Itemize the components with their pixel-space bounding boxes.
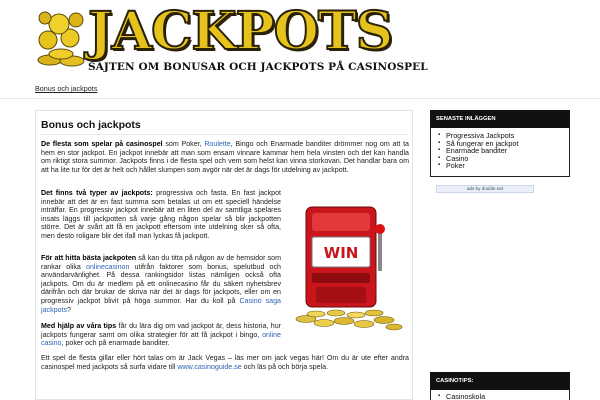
intro-bold: De flesta som spelar på casinospel xyxy=(41,140,163,148)
types-text: progressiva och fasta. En fast jackpot innebär att det är en fast summa som betalas ut om ett speciell händelse inträffar. En progressiv jackpot innebär att en liten del av samtliga spelares insats läggs till jackpotten så varje gång någon spelar så blir jackpotten större. Det är svårt att få en jackpott eftersom inte utdelning sker så ofta, men desto roligare blir det ifall man lyckas få jackpott. xyxy=(41,189,281,240)
online-casino-link[interactable]: online casino xyxy=(41,330,281,348)
site-header xyxy=(0,0,600,76)
site-tagline: SAJTEN OM BONUSAR OCH JACKPOTS PÅ CASINOSPEL xyxy=(88,61,428,73)
intro-text-1: som Poker, xyxy=(162,140,205,148)
jackvegas-paragraph xyxy=(41,354,409,371)
roulette-link[interactable]: Roulette xyxy=(204,140,231,148)
intro-text-2: , Bingo och Enarmade banditer drömmer nog om att ta hem en stor jackpot. En jackpot innebär att man som ensam vinnare kammar hem hela vinsten och det kan handla om riktigt stora summor. Jackpots finns i de flesta spel och vem som helst kan vinna storkovan. Det handlar bara om att ha lite tur för det är helt och hållet slumpen som avgör när det är dags för utdelning av jackpott. xyxy=(41,140,409,174)
recent-post-link[interactable]: ▪ Enarmade banditer xyxy=(437,147,563,155)
intro-paragraph xyxy=(41,140,409,174)
casino-tips-list xyxy=(437,393,563,400)
recent-posts-title: SENASTE INLÄGGEN xyxy=(430,110,570,128)
find-paragraph xyxy=(41,254,281,314)
breadcrumb-link[interactable]: Bonus och jackpots xyxy=(35,84,98,93)
casino-saga-link[interactable]: Casino saga jackpots xyxy=(41,296,282,314)
recent-post-link[interactable]: ▪ Progressiva Jackpots xyxy=(437,132,563,140)
jackvegas-text-1: Ett spel de flesta gillar eller hört talas om är Jack Vegas – läs mer om jack vegas här! Om du är ute efter andra casinospel med jackpots så surfa vidare till xyxy=(41,354,409,371)
gold-coins-icon xyxy=(36,8,88,68)
tips-text-2: , poker och på enarmade banditer. xyxy=(61,339,170,348)
casino-tips-widget xyxy=(430,372,570,400)
slot-win-text: WIN xyxy=(323,244,359,262)
slot-machine-image xyxy=(286,201,410,333)
header-divider xyxy=(0,98,600,99)
casino-tips-title: CASINOTIPS: xyxy=(430,372,570,390)
site-logo-title[interactable]: JACKPOTS xyxy=(88,1,393,62)
types-paragraph xyxy=(41,189,281,241)
find-bold: För att hitta bästa jackpoten xyxy=(41,254,137,262)
casino-tips-box xyxy=(430,390,570,400)
title-divider xyxy=(41,134,407,135)
sidebar xyxy=(430,110,570,193)
casinoguide-link[interactable]: www.casinoguide.se xyxy=(177,362,242,371)
recent-posts-list xyxy=(437,132,563,170)
tips-text-1: får du lära dig om vad jackpot är, dess historia, hur jackpots fungerar samt om olika strategier för att få jackpot i bingo, xyxy=(41,322,281,339)
onlinecasinon-link[interactable]: onlinecasinon xyxy=(86,262,130,271)
find-text-1: så kan du titta på någon av de hemsidor som rankar olika xyxy=(41,254,281,271)
recent-post-link[interactable]: ▪ Casino xyxy=(437,155,563,163)
main-content xyxy=(35,110,413,400)
recent-post-link[interactable]: ▪ Poker xyxy=(437,162,563,170)
recent-posts-widget xyxy=(430,128,570,177)
types-bold: Det finns två typer av jackpots: xyxy=(41,189,153,197)
find-text-2: utifrån faktorer som bonus, spelutbud och användarvänlighet. På dessa rankingsidor listas nämligen också ofta jackpots. Om du är medlem på ett onlinecasino får du säkert nyhetsbrev därifrån och där brukar de skriva när det är dags för jackpots, eller om en progressiv jackpot blivit på höga summor. Har du koll på xyxy=(41,262,281,305)
recent-post-link[interactable]: ▪ Så fungerar en jackpot xyxy=(437,140,563,148)
page-title: Bonus och jackpots xyxy=(41,119,141,131)
jackvegas-text-2: och läs på och börja spela. xyxy=(241,362,329,371)
ads-badge[interactable]: ads by double.net xyxy=(436,185,534,193)
casino-tip-link[interactable]: ▪ Casinoskola xyxy=(437,393,563,400)
find-text-3: ? xyxy=(67,305,71,314)
tips-paragraph xyxy=(41,322,281,348)
tips-bold: Med hjälp av våra tips xyxy=(41,322,117,330)
